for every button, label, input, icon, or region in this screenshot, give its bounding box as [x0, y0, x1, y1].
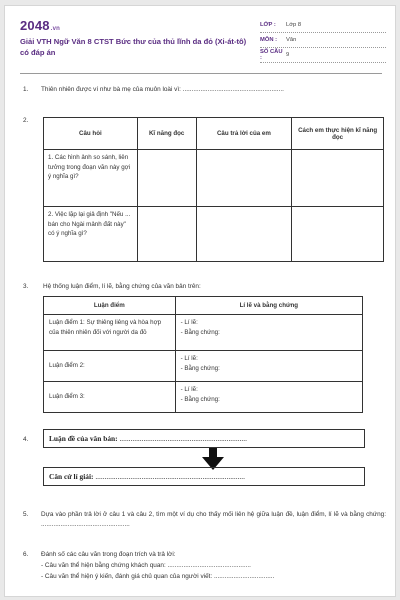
meta-row-class: LỚP : Lớp 8 [260, 18, 386, 33]
basis-box[interactable]: Căn cứ lí giải: ................................................................................. [43, 467, 365, 486]
table-cell: Luận điểm 2: [44, 351, 176, 382]
worksheet-page [4, 5, 396, 597]
q6-line-objective: - Câu văn thể hiện bằng chứng khách quan: ............................................... [41, 562, 251, 569]
table-row [44, 351, 363, 382]
document-title: Giải VTH Ngữ Văn 8 CTST Bức thư của thủ lĩnh da đỏ (Xi-át-tô) có đáp án [20, 37, 247, 57]
answer-cell[interactable] [137, 150, 196, 207]
q6-number: 6. [23, 551, 29, 558]
answer-cell[interactable] [292, 207, 384, 262]
q1-text: Thiên nhiên được ví như bà mẹ của muôn loài vì: ......................................................... [41, 86, 284, 93]
meta-row-question-count: SỐ CÂU : 9 [260, 48, 386, 63]
answer-cell[interactable] [292, 150, 384, 207]
table-header: Cách em thực hiện kĩ năng đọc [292, 118, 384, 150]
table-row [44, 315, 363, 351]
table-header: Kĩ năng đọc [137, 118, 196, 150]
table-header: Câu hỏi [44, 118, 138, 150]
q2-number: 2. [23, 117, 29, 124]
meta-row-subject: MÔN : Văn [260, 33, 386, 48]
answer-cell[interactable]: - Lí lẽ: - Bằng chứng: [175, 315, 362, 351]
answer-cell[interactable] [196, 150, 292, 207]
table-cell: 2. Việc lặp lại giả định "Nếu ... bán cho Ngài mảnh đất này" có ý nghĩa gì? [44, 207, 138, 262]
table-cell: Luận điểm 3: [44, 382, 176, 413]
table-cell: Luận điểm 1: Sự thiêng liêng và hòa hợp của thiên nhiên đối với người da đỏ [44, 315, 176, 351]
argument-table [43, 296, 363, 413]
answer-cell[interactable] [196, 207, 292, 262]
q5-number: 5. [23, 511, 29, 518]
q5-text: Dựa vào phần trả lời ở câu 1 và câu 2, tìm một ví dụ cho thấy mối liên hệ giữa luận đề, luận điểm, lí lẽ và bằng chứng: .................................................. [41, 511, 386, 528]
answer-cell[interactable] [137, 207, 196, 262]
q4-number: 4. [23, 436, 29, 443]
q3-intro: Hệ thống luận điểm, lí lẽ, bằng chứng của văn bản trên: [43, 283, 201, 290]
table-row [44, 150, 384, 207]
answer-cell[interactable]: - Lí lẽ: - Bằng chứng: [175, 382, 362, 413]
table-header: Luận điểm [44, 297, 176, 315]
thesis-box[interactable]: Luận đề của văn bản: ..................................................................... [43, 429, 365, 448]
q3-number: 3. [23, 283, 29, 290]
site-logo[interactable]: 2048.vn [20, 18, 61, 33]
q6-text: Đánh số các câu văn trong đoạn trích và trả lời: [41, 551, 176, 558]
table-row [44, 207, 384, 262]
table-cell: 1. Các hình ảnh so sánh, liên tưởng trong đoạn văn này gợi ý nghĩa gì? [44, 150, 138, 207]
answer-cell[interactable]: - Lí lẽ: - Bằng chứng: [175, 351, 362, 382]
table-header: Lí lẽ và bằng chứng [175, 297, 362, 315]
q6-line-subjective: - Câu văn thể hiện ý kiến, đánh giá chủ quan của người viết: .................................. [41, 573, 275, 580]
meta-info [260, 18, 386, 63]
reading-skills-table [43, 117, 384, 262]
header-divider [20, 73, 382, 74]
table-header: Câu trả lời của em [196, 118, 292, 150]
q1-number: 1. [23, 86, 29, 93]
table-row [44, 382, 363, 413]
